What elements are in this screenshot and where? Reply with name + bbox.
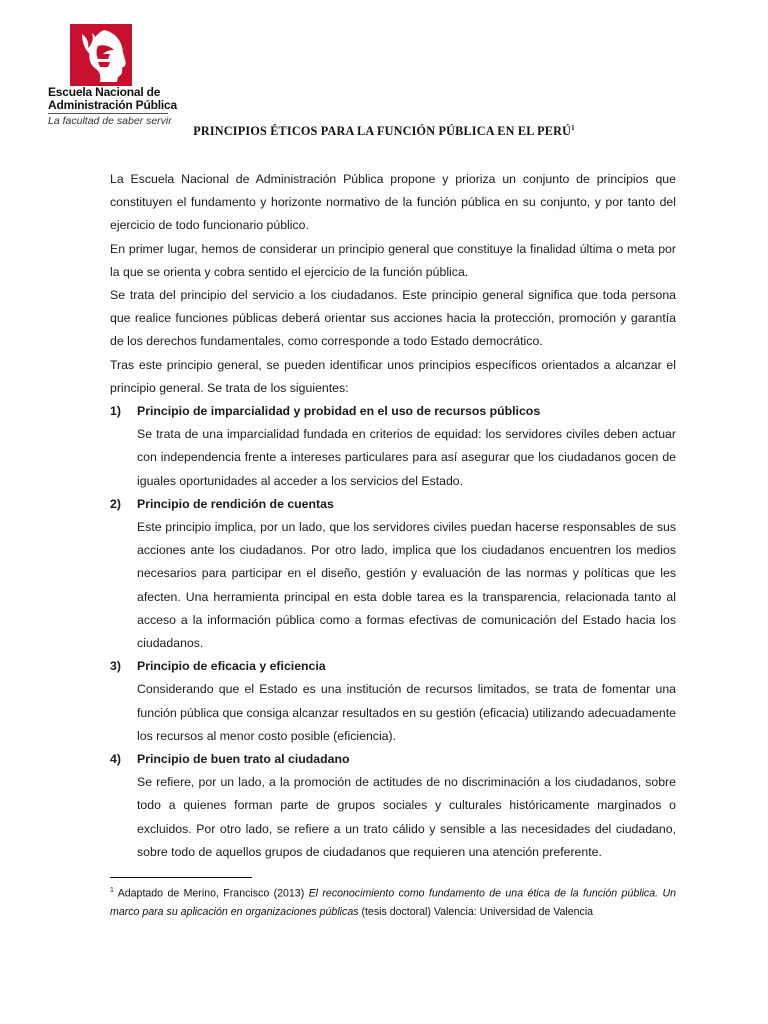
org-tagline: La facultad de saber servir <box>48 115 172 127</box>
principle-number: 2) <box>110 496 121 511</box>
paragraph: Tras este principio general, se pueden identificar unos principios específicos orientados a alcanzar el principio general. Se trata de los siguientes: <box>110 357 676 395</box>
footnote-suffix: (tesis doctoral) Valencia: Universidad de Valencia <box>358 905 594 918</box>
principle-heading <box>110 400 676 423</box>
logo-emblem-icon <box>70 24 132 86</box>
paragraph: En primer lugar, hemos de considerar un principio general que constituye la finalidad última o meta por la que se orienta y cobra sentido el ejercicio de la función pública. <box>110 241 676 279</box>
footnote-marker: 1 <box>110 887 114 894</box>
principle-heading <box>110 655 676 678</box>
footnote-work-title: El reconocimiento como fundamento de una ética de la función pública. Un marco para su aplicación en organizaciones públicas <box>110 887 676 918</box>
principle-number: 3) <box>110 659 121 674</box>
footnote <box>110 882 676 921</box>
principle-heading <box>110 748 676 771</box>
principle-heading <box>110 493 676 516</box>
paragraph: La Escuela Nacional de Administración Pública propone y prioriza un conjunto de principios que constituyen el fundamento y horizonte normativo de la función pública en su conjunto, y por tanto del ejercicio de todo funcionario público. <box>110 172 676 233</box>
principle-number: 1) <box>110 404 121 419</box>
org-name <box>48 86 188 111</box>
principle-text: Este principio implica, por un lado, que los servidores civiles puedan hacerse responsables de sus acciones ante los ciudadanos. Por otro lado, implica que los ciudadanos encuentren los medios necesarios para participar en el diseño, gestión y evaluación de las normas y políticas que les afecten. Una herramienta principal en esta doble tarea es la transparencia, relacionada tanto al acceso a la información pública como a formas efectivas de comunicación del Estado hacia los ciudadanos. <box>137 520 676 651</box>
principle-title: Principio de rendición de cuentas <box>137 496 334 511</box>
document-title-text: PRINCIPIOS ÉTICOS PARA LA FUNCIÓN PÚBLICA EN EL PERÚ <box>193 124 572 139</box>
principle-title: Principio de imparcialidad y probidad en el uso de recursos públicos <box>137 404 541 419</box>
principle-title: Principio de buen trato al ciudadano <box>137 752 350 767</box>
paragraph: Se trata del principio del servicio a los ciudadanos. Este principio general significa que toda persona que realice funciones públicas deberá orientar sus acciones hacia la protección, promoción y garantía de los derechos fundamentales, como corresponde a todo Estado democrático. <box>110 288 676 349</box>
title-footnote-ref: 1 <box>571 124 575 132</box>
footnote-prefix: Adaptado de Merino, Francisco (2013) <box>113 887 309 900</box>
document-body <box>110 168 676 864</box>
principle-text: Se trata de una imparcialidad fundada en criterios de equidad: los servidores civiles deben actuar con independencia frente a intereses particulares para así asegurar que los ciudadanos gocen de iguales oportunidades al acceder a los servicios del Estado. <box>137 427 676 488</box>
org-name-line2: Administración Pública <box>48 97 177 112</box>
document-title <box>0 124 768 139</box>
principle-number: 4) <box>110 752 121 767</box>
footnote-separator <box>110 877 252 878</box>
principle-text: Se refiere, por un lado, a la promoción de actitudes de no discriminación a los ciudadanos, sobre todo a quienes forman parte de grupos sociales y culturales históricamente marginados o excluidos. Por otro lado, se refiere a un trato cálido y sensible a las necesidades del ciudadano, sobre todo de aquellos grupos de ciudadanos que requieren una atención preferente. <box>137 775 676 859</box>
org-name-line1: Escuela Nacional de <box>48 85 161 99</box>
principle-text: Considerando que el Estado es una institución de recursos limitados, se trata de fomentar una función pública que consiga alcanzar resultados en su gestión (eficacia) utilizando adecuadamente los recursos al menor costo posible (eficiencia). <box>137 682 676 743</box>
principle-title: Principio de eficacia y eficiencia <box>137 659 326 674</box>
